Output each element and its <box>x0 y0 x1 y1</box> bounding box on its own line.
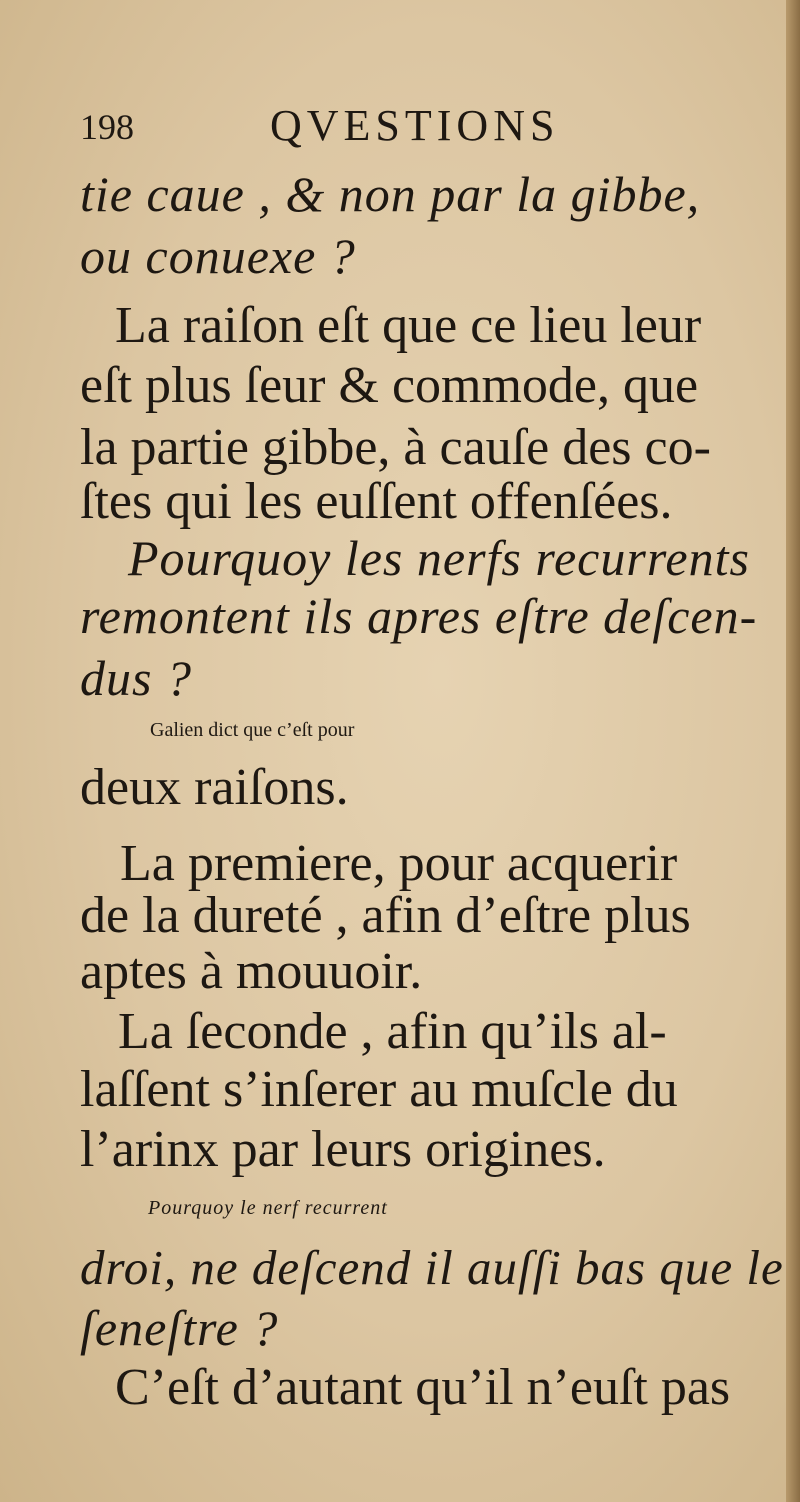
question-line: tie caue , & non par la gibbe, <box>80 166 701 222</box>
question-line: ſeneſtre ? <box>80 1300 279 1356</box>
question-line: droi, ne deſcend il auſſi bas que le <box>80 1240 784 1295</box>
answer-line: La ſeconde , afin qu’ils al- <box>118 1003 667 1060</box>
answer-line: la partie gibbe, à cauſe des co- <box>80 419 711 476</box>
page-number: 198 <box>80 107 134 147</box>
question-line: ou conuexe ? <box>80 228 356 284</box>
question-line: remontent ils apres eſtre deſcen- <box>80 588 758 644</box>
answer-line: de la dureté , afin d’eſtre plus <box>80 887 691 944</box>
answer-line: C’eſt d’autant qu’il n’euſt pas <box>115 1359 731 1416</box>
answer-line: eſt plus ſeur & commode, que <box>80 357 699 414</box>
question-line: Pourquoy les nerfs recurrents <box>128 530 750 586</box>
question-line: Pourquoy le nerf recurrent <box>148 1197 388 1219</box>
answer-line: deux raiſons. <box>80 759 349 816</box>
answer-line: aptes à mouuoir. <box>80 943 423 1000</box>
answer-line: l’arinx par leurs origines. <box>80 1121 606 1178</box>
running-title: QVESTIONS <box>270 101 560 150</box>
answer-line: ſtes qui les euſſent offenſées. <box>80 473 673 530</box>
question-line: dus ? <box>80 650 192 706</box>
answer-line: La premiere, pour acquerir <box>120 835 678 892</box>
answer-line: Galien dict que c’eſt pour <box>150 719 355 741</box>
answer-line: laſſent s’inſerer au muſcle du <box>80 1061 678 1118</box>
page-header <box>80 100 720 160</box>
answer-line: La raiſon eſt que ce lieu leur <box>115 297 702 354</box>
